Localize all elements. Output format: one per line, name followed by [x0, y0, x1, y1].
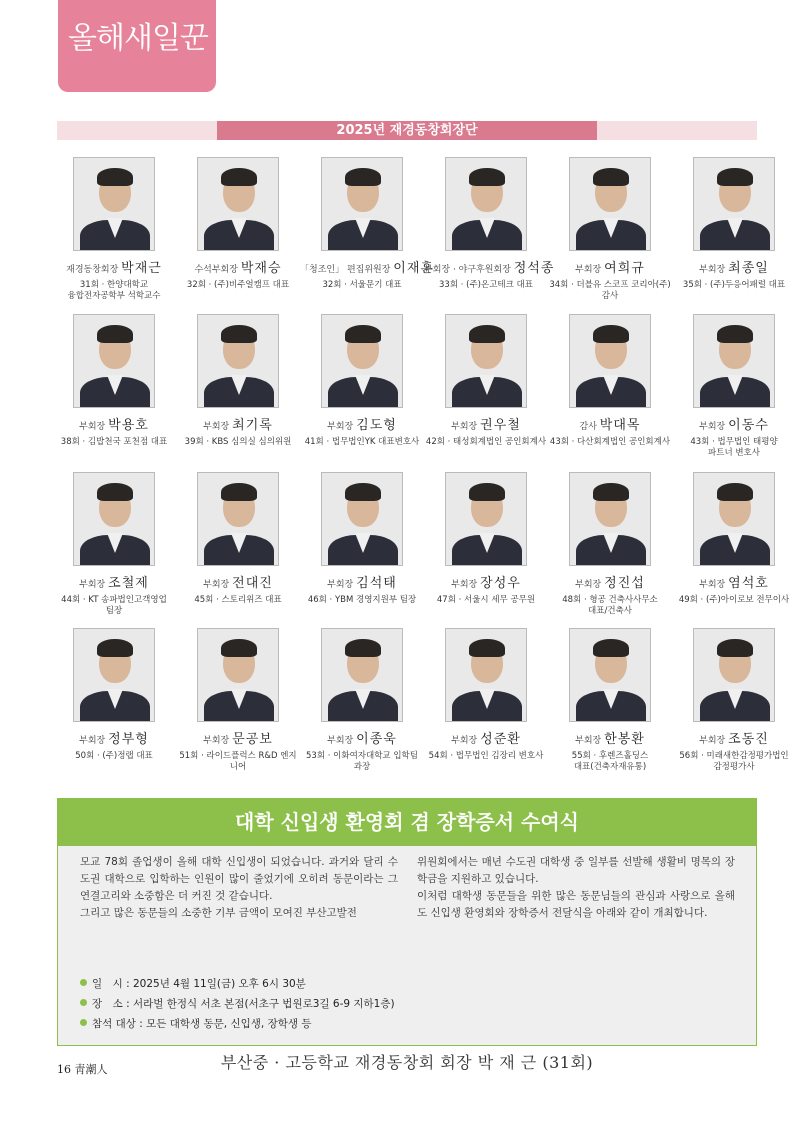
officer-name-line [672, 728, 796, 747]
officer-name: 여희규 [604, 261, 645, 276]
officer-card [424, 157, 555, 291]
officer-role: 부회장 [699, 422, 726, 432]
bullet-icon [80, 999, 87, 1006]
officer-role: 부회장 [451, 736, 478, 746]
officer-card [548, 628, 672, 773]
officer-name: 성준환 [480, 732, 521, 747]
officer-role: 부회장 [575, 265, 602, 275]
section-title-bar [57, 121, 757, 140]
officer-role: 부회장 [203, 736, 230, 746]
officer-role: 재경동창회장 [66, 265, 119, 275]
officer-name-line [548, 572, 672, 591]
officer-name: 한봉환 [604, 732, 645, 747]
officer-name-line [672, 572, 796, 591]
officer-photo [321, 628, 403, 722]
officer-name: 조철제 [108, 576, 149, 591]
officer-card [176, 314, 300, 448]
officer-photo [197, 314, 279, 408]
officer-card [52, 157, 176, 302]
officer-name-line [300, 728, 424, 747]
officer-photo [321, 472, 403, 566]
officer-card [176, 628, 300, 773]
officer-role: 부회장 [451, 422, 478, 432]
officer-card [300, 157, 434, 291]
officer-info: 43회 · 법무법인 태평양 파트너 변호사 [690, 437, 778, 458]
officer-name: 박재근 [121, 261, 162, 276]
officer-name-line [548, 257, 672, 276]
detail-attendees [80, 1014, 395, 1034]
officer-card [672, 472, 796, 606]
officer-info: 32회 · 서울문기 대표 [322, 280, 402, 290]
officer-card [424, 314, 548, 448]
officer-role: 부회장 [575, 736, 602, 746]
officer-role: 부회장 [327, 422, 354, 432]
officer-name: 전대진 [232, 576, 273, 591]
officer-name: 정부형 [108, 732, 149, 747]
officer-name: 장성우 [480, 576, 521, 591]
officer-photo [693, 157, 775, 251]
officer-photo [321, 157, 403, 251]
officer-name: 최종일 [728, 261, 769, 276]
officer-role: 부회장 [327, 580, 354, 590]
detail-date-text: 일 시 : 2025년 4월 11일(금) 오후 6시 30분 [92, 978, 306, 990]
officer-role: 부회장 [699, 265, 726, 275]
officer-info: 38회 · 김밥천국 포천점 대표 [60, 437, 168, 447]
officer-name-line [52, 572, 176, 591]
officer-card [672, 314, 796, 459]
officer-name: 이동수 [728, 418, 769, 433]
officer-card [176, 472, 300, 606]
officer-card [548, 472, 672, 617]
officer-photo [445, 157, 527, 251]
officer-info: 44회 · KT 송파법인고객영업 팀장 [61, 595, 167, 616]
event-title: 대학 신입생 환영회 겸 장학증서 수여식 [58, 799, 756, 846]
officer-name-line [300, 414, 424, 433]
officer-info: 35회 · (주)두응어패럴 대표 [682, 280, 786, 290]
officer-photo [73, 472, 155, 566]
bullet-icon [80, 979, 87, 986]
officer-name: 최기록 [232, 418, 273, 433]
officer-card [672, 157, 796, 291]
officer-photo [73, 628, 155, 722]
officer-info: 54회 · 법무법인 김장리 변호사 [428, 751, 544, 761]
officer-role: 부회장 [699, 580, 726, 590]
officer-name-line [300, 572, 424, 591]
officer-info: 55회 · 후렌즈홀딩스 대표(건축자재유통) [571, 751, 649, 772]
officer-info: 39회 · KBS 심의실 심의위원 [184, 437, 292, 447]
officer-photo [569, 157, 651, 251]
officer-name: 정석종 [513, 261, 555, 276]
officer-role: 부회장 [79, 422, 106, 432]
officer-photo [73, 314, 155, 408]
officer-photo [693, 472, 775, 566]
page-footer: 16 靑潮人 [57, 1063, 108, 1076]
bullet-icon [80, 1019, 87, 1026]
officer-photo [693, 628, 775, 722]
event-signature: 부산중 · 고등학교 재경동창회 회장 박 재 근 (31회) [220, 1053, 594, 1072]
officer-name: 조동진 [728, 732, 769, 747]
officer-role: 부회장 [575, 580, 602, 590]
officer-card [672, 628, 796, 773]
officer-name-line [176, 257, 300, 276]
officer-name-line [176, 414, 300, 433]
officer-role: 부회장 [79, 580, 106, 590]
detail-date [80, 974, 395, 994]
officer-role: 「청조인」 편집위원장 [300, 265, 391, 275]
officer-name-line [52, 414, 176, 433]
officer-info: 46회 · YBM 경영지원부 팀장 [307, 595, 417, 605]
officer-photo [197, 472, 279, 566]
officer-name-line [672, 257, 796, 276]
officer-role: 부회장 [79, 736, 106, 746]
officer-name: 이종욱 [356, 732, 397, 747]
officer-name-line [548, 414, 672, 433]
officer-card [52, 472, 176, 617]
officer-name-line [672, 414, 796, 433]
officer-name-line [424, 257, 555, 276]
officer-name: 문공보 [232, 732, 273, 747]
officer-photo [73, 157, 155, 251]
officer-card [548, 157, 672, 302]
officer-name-line [424, 728, 548, 747]
officer-role: 부회장 · 야구후원회장 [424, 265, 511, 275]
officer-info: 53회 · 이화여자대학교 입학팀 과장 [306, 751, 418, 772]
officer-card [300, 472, 424, 606]
officer-photo [445, 314, 527, 408]
officer-name: 김석태 [356, 576, 397, 591]
event-text-left: 모교 78회 졸업생이 올해 대학 신입생이 되었습니다. 과거와 달리 수도권 대학으로 입학하는 인원이 많이 줄었기에 오히려 동문이라는 그 연결고리와 소중함은 더 커진 것 같습니다. 그리고 많은 동문들의 소중한 기부 금액이 모여진 부산고발전 [80, 856, 398, 919]
officer-name-line [424, 414, 548, 433]
officer-name: 이재훈 [393, 261, 434, 276]
officer-card [424, 472, 548, 606]
officer-name: 정진섭 [604, 576, 645, 591]
officer-role: 감사 [579, 422, 597, 432]
officer-info: 56회 · 미래새한감정평가법인 감정평가사 [679, 751, 789, 772]
officer-name-line [300, 257, 434, 276]
officer-name: 박대목 [599, 418, 641, 433]
officer-card [548, 314, 672, 448]
officer-info: 51회 · 라이드플럭스 R&D 엔지니어 [179, 751, 297, 772]
officer-role: 부회장 [451, 580, 478, 590]
officer-info: 49회 · (주)아이로보 전무이사 [678, 595, 790, 605]
event-text-right: 위원회에서는 매년 수도권 대학생 중 일부를 선발해 생활비 명목의 장학금을 지원하고 있습니다. 이처럼 대학생 동문들을 위한 많은 동문님들의 관심과 사랑으로 올해도 신입생 환영회와 장학증서 전달식을 아래와 같이 개최합니다. [417, 856, 735, 919]
officer-info: 42회 · 태성회계법인 공인회계사 [425, 437, 547, 447]
officer-name-line [548, 728, 672, 747]
section-title: 2025년 재경동창회장단 [217, 121, 597, 140]
officer-photo [569, 628, 651, 722]
officer-photo [197, 628, 279, 722]
officer-info: 34회 · 더블유 스코프 코리아(주) 감사 [549, 280, 671, 301]
officer-role: 수석부회장 [194, 265, 238, 275]
officer-photo [445, 628, 527, 722]
detail-place [80, 994, 395, 1014]
officer-photo [197, 157, 279, 251]
officer-card [52, 314, 176, 448]
officer-info: 41회 · 법무법인YK 대표변호사 [304, 437, 420, 447]
officer-name-line [52, 728, 176, 747]
officer-role: 부회장 [699, 736, 726, 746]
officer-role: 부회장 [203, 422, 230, 432]
officer-info: 31회 · 한양대학교 융합전자공학부 석학교수 [67, 280, 161, 301]
officer-card [300, 628, 424, 773]
officer-photo [693, 314, 775, 408]
officer-name-line [424, 572, 548, 591]
officer-card [176, 157, 300, 291]
officer-name: 김도형 [356, 418, 397, 433]
officer-photo [321, 314, 403, 408]
detail-attendees-text: 참석 대상 : 모든 대학생 동문, 신입생, 장학생 등 [92, 1018, 312, 1030]
officer-card [52, 628, 176, 762]
officer-card [300, 314, 424, 448]
officer-photo [569, 472, 651, 566]
officer-name-line [176, 728, 300, 747]
officer-card [424, 628, 548, 762]
officer-role: 부회장 [203, 580, 230, 590]
officer-name: 염석호 [728, 576, 769, 591]
officer-info: 50회 · (주)정랩 대표 [75, 751, 153, 761]
officer-info: 45회 · 스토리위즈 대표 [194, 595, 282, 605]
officer-name: 박재승 [240, 261, 282, 276]
officer-name-line [52, 257, 176, 276]
officer-info: 43회 · 다산회계법인 공인회계사 [549, 437, 671, 447]
officer-info: 48회 · 형공 건축사사무소 대표/건축사 [562, 595, 658, 616]
event-details [80, 974, 395, 1034]
corner-tag: 올해새일꾼 [58, 0, 216, 92]
detail-place-text: 장 소 : 서라벌 한정식 서초 본점(서초구 법원로3길 6-9 지하1층) [92, 998, 395, 1010]
officer-info: 47회 · 서울시 세무 공무원 [436, 595, 536, 605]
officer-info: 33회 · (주)온고테크 대표 [439, 280, 533, 290]
officer-photo [445, 472, 527, 566]
officer-role: 부회장 [327, 736, 354, 746]
officer-photo [569, 314, 651, 408]
officer-name: 권우철 [480, 418, 521, 433]
officer-info: 32회 · (주)비주얼캠프 대표 [186, 280, 290, 290]
officer-name: 박용호 [108, 418, 149, 433]
officer-name-line [176, 572, 300, 591]
